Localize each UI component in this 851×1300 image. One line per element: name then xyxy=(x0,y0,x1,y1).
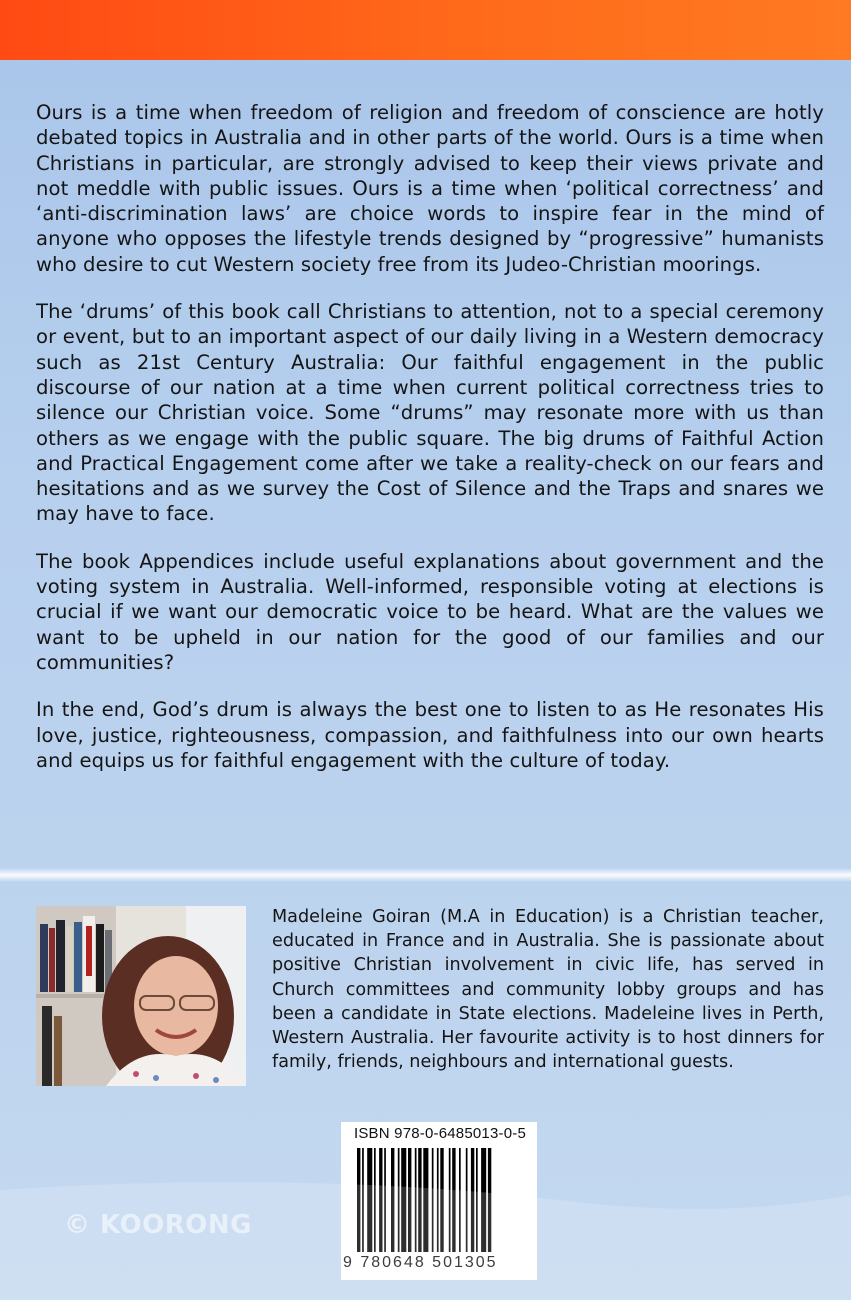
author-photo-illustration xyxy=(36,906,246,1086)
blurb-paragraph-2: The ‘drums’ of this book call Christians to attention, not to a special ceremony or event, but to an important aspect of our daily living in a Western democracy such as 21st Century Australia: Our faithful engagement in the public discourse of our nation at a time when current political correctness tries to silence our Christian voice. Some “drums” may resonate more with us than others as we engage with the public square. The big drums of Faithful Action and Practical Engagement come after we take a reality-check on our fears and hesitations and as we survey the Cost of Silence and the Traps and snares we may have to face. xyxy=(36,300,824,526)
section-divider xyxy=(0,868,851,882)
bottom-wave-decoration xyxy=(0,1180,851,1300)
blurb-paragraph-1: Ours is a time when freedom of religion and freedom of conscience are hotly debated topics in Australia and in other parts of the world. Ours is a time when Christians in particular, are strongly advised to keep their views private and not meddle with public issues. Ours is a time when ‘political correctness’ and ‘anti-discrimination laws’ are choice words to inspire fear in the mind of anyone who opposes the lifestyle trends designed by “progressive” humanists who desire to cut Western society free from its Judeo-Christian moorings. xyxy=(36,101,824,276)
watermark: © KOORONG xyxy=(64,1210,252,1240)
author-photo xyxy=(36,906,246,1086)
isbn-label: ISBN 978-0-6485013-0-5 xyxy=(353,1125,526,1142)
book-blurb xyxy=(36,100,824,795)
author-bio: Madeleine Goiran (M.A in Education) is a Christian teacher, educated in France and in Australia. She is passionate about positive Christian involvement in civic life, has served in Church committees and community lobby groups and has been a candidate in State elections. Madeleine lives in Perth, Western Australia. Her favourite activity is to host dinners for family, friends, neighbours and international guests. xyxy=(272,907,824,1073)
blurb-paragraph-4: In the end, God’s drum is always the best one to listen to as He resonates His love, justice, righteousness, compassion, and faithfulness into our own hearts and equips us for faithful engagement with the culture of today. xyxy=(36,698,824,772)
top-orange-band xyxy=(0,0,851,60)
blurb-paragraph-3: The book Appendices include useful explanations about government and the voting system in Australia. Well-informed, responsible voting at elections is crucial if we want our democratic voice to be heard. What are the values we want to be upheld in our nation for the good of our families and our communities? xyxy=(36,549,824,674)
